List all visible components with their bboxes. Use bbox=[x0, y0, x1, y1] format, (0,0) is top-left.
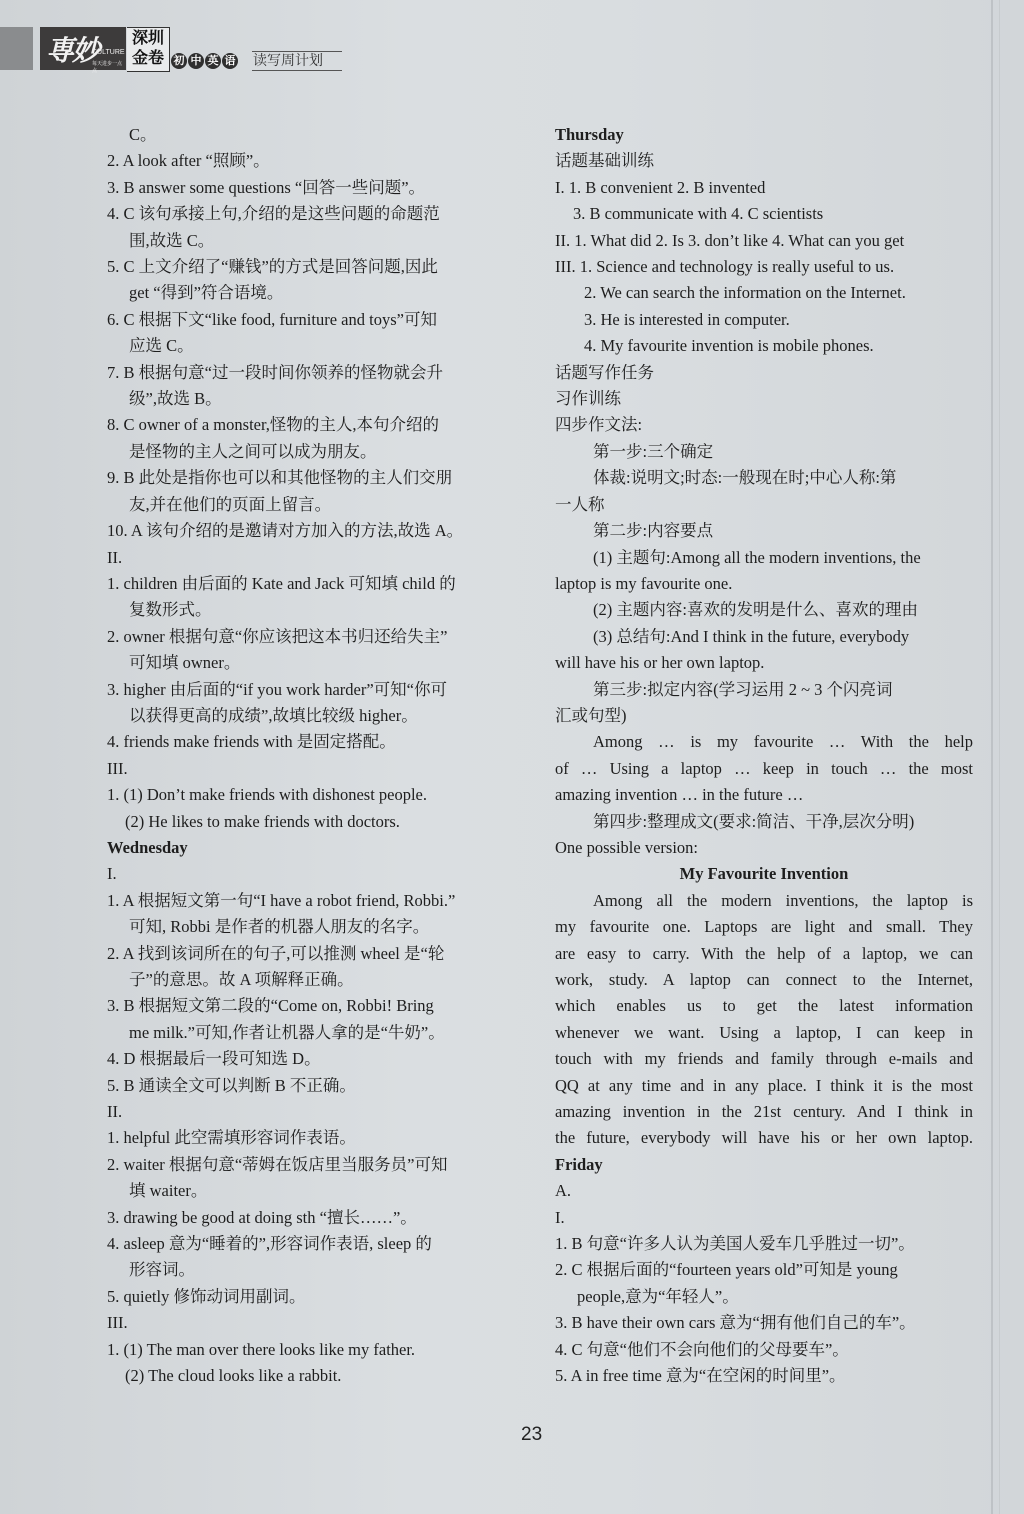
text-line: III. bbox=[107, 1313, 128, 1333]
text-line: Among … is my favourite … With the help bbox=[593, 732, 973, 752]
right-column bbox=[555, 122, 973, 1390]
text-line: 围,故选 C。 bbox=[129, 230, 215, 250]
text-line: 一人称 bbox=[555, 494, 605, 514]
text-line: (2) The cloud looks like a rabbit. bbox=[125, 1366, 342, 1386]
page-fold-line bbox=[991, 0, 993, 1514]
text-line: 7. B 根据句意“过一段时间你领养的怪物就会升 bbox=[107, 362, 443, 382]
section-heading: Wednesday bbox=[107, 837, 188, 857]
text-line: 5. quietly 修饰动词用副词。 bbox=[107, 1286, 306, 1306]
text-line: 3. B have their own cars 意为“拥有他们自己的车”。 bbox=[555, 1313, 916, 1333]
text-line: 级”,故选 B。 bbox=[129, 389, 222, 409]
text-line: II. bbox=[107, 547, 123, 567]
page-fold-line bbox=[999, 0, 1000, 1514]
brand-line-1: 深圳 bbox=[131, 28, 164, 47]
text-line: amazing invention … in the future … bbox=[555, 785, 804, 805]
text-line: 应选 C。 bbox=[129, 336, 194, 356]
course-char: 中 bbox=[188, 53, 204, 69]
text-line: III. bbox=[107, 758, 128, 778]
text-line: 话题基础训练 bbox=[555, 151, 654, 171]
brand-line-2: 金卷 bbox=[131, 48, 164, 67]
text-line: 3. He is interested in computer. bbox=[584, 309, 790, 329]
series-brand bbox=[127, 27, 170, 72]
text-line: 3. B communicate with 4. C scientists bbox=[573, 204, 824, 224]
logo-text: 専妙 bbox=[46, 34, 99, 67]
course-title bbox=[171, 51, 239, 70]
text-line: 4. My favourite invention is mobile phones. bbox=[584, 336, 874, 356]
text-line: 4. friends make friends with 是固定搭配。 bbox=[107, 732, 396, 752]
text-line: 5. C 上文介绍了“赚钱”的方式是回答问题,因此 bbox=[107, 257, 438, 277]
text-line: 习作训练 bbox=[555, 389, 621, 409]
left-column bbox=[107, 122, 525, 1390]
text-line: III. 1. Science and technology is really useful to us. bbox=[555, 257, 895, 277]
text-line: my favourite one. Laptops are light and small. They bbox=[555, 917, 973, 937]
text-line: me milk.”可知,作者让机器人拿的是“牛奶”。 bbox=[129, 1022, 445, 1042]
text-line: 4. C 该句承接上句,介绍的是这些问题的命题范 bbox=[107, 204, 440, 224]
text-line: get “得到”符合语境。 bbox=[129, 283, 284, 303]
text-line: (1) 主题句:Among all the modern inventions, the bbox=[593, 547, 921, 567]
text-line: (3) 总结句:And I think in the future, everybody bbox=[593, 626, 910, 646]
text-line: of … Using a laptop … keep in touch … the most bbox=[555, 758, 973, 778]
course-char: 语 bbox=[222, 53, 238, 69]
text-line: 1. B 句意“许多人认为美国人爱车几乎胜过一切”。 bbox=[555, 1234, 915, 1254]
text-line: people,意为“年轻人”。 bbox=[577, 1286, 739, 1306]
section-heading: Thursday bbox=[555, 125, 624, 144]
text-line: 可知, Robbi 是作者的机器人朋友的名字。 bbox=[129, 917, 430, 937]
text-line: 第二步:内容要点 bbox=[593, 521, 714, 541]
text-line: 可知填 owner。 bbox=[129, 653, 241, 673]
text-line: 1. (1) Don’t make friends with dishonest people. bbox=[107, 785, 428, 805]
text-line: I. bbox=[107, 864, 117, 884]
text-line: 子”的意思。故 A 项解释正确。 bbox=[129, 970, 354, 989]
text-line: I. 1. B convenient 2. B invented bbox=[555, 177, 766, 197]
text-line: 话题写作任务 bbox=[555, 362, 654, 382]
text-line: One possible version: bbox=[555, 837, 698, 857]
text-line: 第一步:三个确定 bbox=[593, 441, 714, 461]
header-gray-tab bbox=[0, 27, 33, 70]
text-line: QQ at any time and in any place. I think it is the most bbox=[555, 1075, 973, 1095]
text-line: amazing invention in the 21st century. And I think in bbox=[555, 1102, 973, 1122]
text-line: (2) 主题内容:喜欢的发明是什么、喜欢的理由 bbox=[593, 600, 918, 620]
text-line: 1. children 由后面的 Kate and Jack 可知填 child 的 bbox=[107, 573, 456, 593]
text-line: 1. helpful 此空需填形容词作表语。 bbox=[107, 1128, 356, 1148]
text-line: I. bbox=[555, 1207, 565, 1227]
text-line: II. bbox=[107, 1102, 123, 1122]
text-line: will have his or her own laptop. bbox=[555, 653, 765, 673]
text-line: 4. asleep 意为“睡着的”,形容词作表语, sleep 的 bbox=[107, 1234, 432, 1254]
text-line: II. 1. What did 2. Is 3. don’t like 4. What can you get bbox=[555, 230, 905, 250]
page-number: 23 bbox=[521, 1424, 543, 1445]
logo-slogan: 每天进步一点点 bbox=[92, 61, 123, 74]
plan-label: 读写周计划 bbox=[252, 51, 342, 71]
text-line: 1. (1) The man over there looks like my father. bbox=[107, 1339, 416, 1359]
course-char: 初 bbox=[171, 53, 187, 69]
text-line: 3. B answer some questions “回答一些问题”。 bbox=[107, 177, 426, 197]
text-line: laptop is my favourite one. bbox=[555, 573, 733, 593]
text-line: 2. C 根据后面的“fourteen years old”可知是 young bbox=[555, 1260, 898, 1280]
text-line: 2. A look after “照顾”。 bbox=[107, 151, 270, 171]
section-heading: My Favourite Invention bbox=[679, 864, 849, 884]
text-line: 2. We can search the information on the Internet. bbox=[584, 283, 906, 303]
text-line: 5. A in free time 意为“在空闲的时间里”。 bbox=[555, 1366, 846, 1386]
text-line: 是怪物的主人之间可以成为朋友。 bbox=[129, 441, 377, 461]
text-line: 5. B 通读全文可以判断 B 不正确。 bbox=[107, 1075, 356, 1095]
text-line: 四步作文法: bbox=[555, 415, 643, 435]
text-line: 2. waiter 根据句意“蒂姆在饭店里当服务员”可知 bbox=[107, 1154, 448, 1174]
text-line: Among all the modern inventions, the laptop is bbox=[593, 890, 973, 910]
text-line: work, study. A laptop can connect to the Internet, bbox=[555, 970, 973, 989]
text-line: 3. B 根据短文第二段的“Come on, Robbi! Bring bbox=[107, 996, 434, 1016]
text-line: the future, everybody will have his or her own laptop. bbox=[555, 1128, 973, 1148]
course-char: 英 bbox=[205, 53, 221, 69]
text-line: which enables us to get the latest information bbox=[555, 996, 973, 1016]
text-line: 体裁:说明文;时态:一般现在时;中心人称:第 bbox=[593, 468, 897, 488]
text-line: 第三步:拟定内容(学习运用 2 ~ 3 个闪亮词 bbox=[593, 679, 893, 699]
text-line: 4. C 句意“他们不会向他们的父母要车”。 bbox=[555, 1339, 849, 1359]
text-line: 以获得更高的成绩”,故填比较级 higher。 bbox=[129, 705, 418, 725]
text-line: 3. higher 由后面的“if you work harder”可知“你可 bbox=[107, 679, 447, 699]
text-line: 1. A 根据短文第一句“I have a robot friend, Robbi.” bbox=[107, 890, 456, 910]
logo-culture: CULTURE bbox=[92, 49, 125, 56]
text-line: 汇或句型) bbox=[555, 705, 627, 725]
text-line: 3. drawing be good at doing sth “擅长……”。 bbox=[107, 1207, 417, 1227]
text-line: 6. C 根据下文“like food, furniture and toys”可知 bbox=[107, 309, 437, 329]
text-line: touch with my friends and family through e-mails and bbox=[555, 1049, 973, 1069]
text-line: are easy to carry. With the help of a laptop, we can bbox=[555, 943, 973, 963]
text-line: 8. C owner of a monster,怪物的主人,本句介绍的 bbox=[107, 415, 440, 435]
text-line: 2. A 找到该词所在的句子,可以推测 wheel 是“轮 bbox=[107, 943, 445, 963]
text-line: 第四步:整理成文(要求:简洁、干净,层次分明) bbox=[593, 811, 915, 831]
text-line: 友,并在他们的页面上留言。 bbox=[129, 494, 332, 514]
publisher-logo bbox=[40, 27, 126, 74]
text-line: 形容词。 bbox=[129, 1260, 195, 1280]
text-line: 2. owner 根据句意“你应该把这本书归还给失主” bbox=[107, 626, 448, 646]
text-line: 复数形式。 bbox=[129, 600, 212, 620]
text-line: (2) He likes to make friends with doctors. bbox=[125, 811, 400, 831]
text-line: 10. A 该句介绍的是邀请对方加入的方法,故选 A。 bbox=[107, 521, 464, 541]
section-heading: Friday bbox=[555, 1154, 603, 1174]
text-line: C。 bbox=[129, 125, 157, 144]
text-line: A. bbox=[555, 1181, 572, 1201]
text-line: 9. B 此处是指你也可以和其他怪物的主人们交朋 bbox=[107, 468, 453, 488]
text-line: 填 waiter。 bbox=[129, 1181, 208, 1201]
text-line: whenever we want. Using a laptop, I can keep in bbox=[555, 1022, 973, 1042]
text-line: 4. D 根据最后一段可知选 D。 bbox=[107, 1049, 321, 1069]
